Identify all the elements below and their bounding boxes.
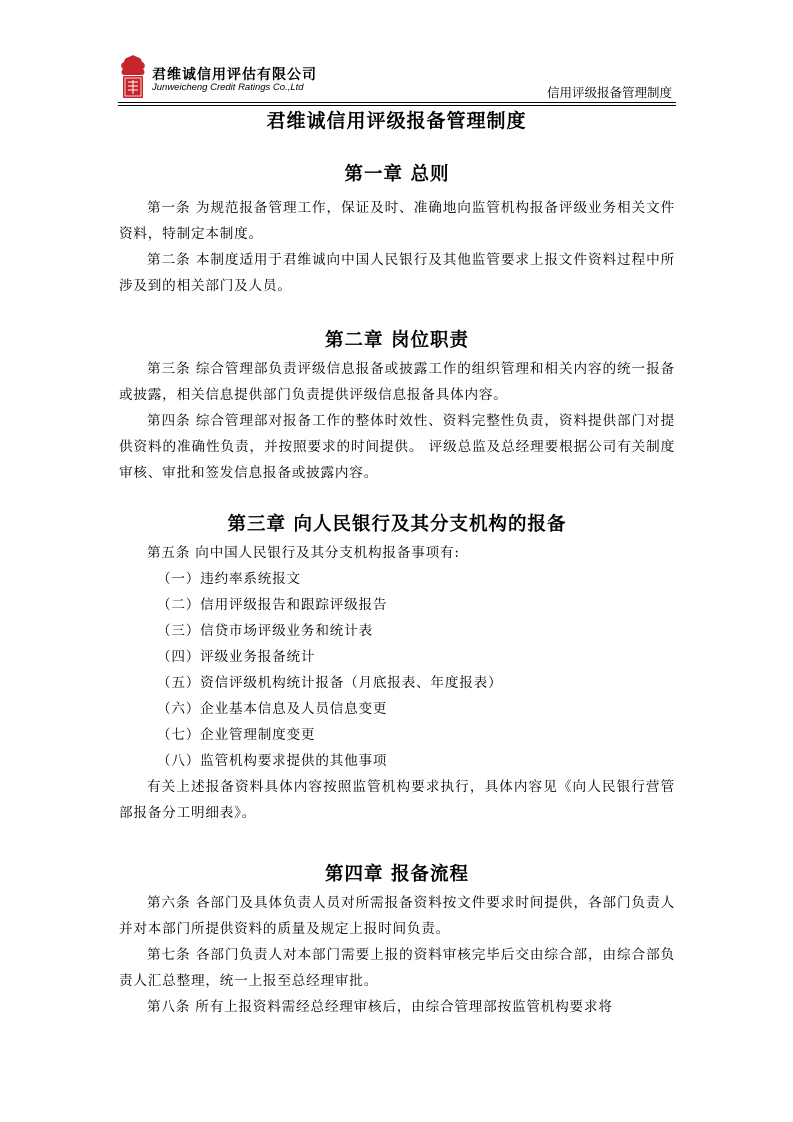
company-name-en: Junweicheng Credit Ratings Co.,Ltd (152, 82, 304, 93)
list-item: （八）监管机构要求提供的其他事项 (157, 753, 388, 769)
article-paragraph: 第三条 综合管理部负责评级信息报备或披露工作的组织管理和相关内容的统一报备或披露，相关信息提供部门负责提供评级信息报备具体内容。 (119, 361, 675, 403)
list-item: （七）企业管理制度变更 (157, 727, 316, 743)
article-paragraph: 第五条 向中国人民银行及其分支机构报备事项有: (147, 545, 460, 561)
article-paragraph: 第二条 本制度适用于君维诚向中国人民银行及其他监管要求上报文件资料过程中所涉及到的相关部门及人员。 (119, 252, 675, 294)
article-paragraph: 有关上述报备资料具体内容按照监管机构要求执行，具体内容见《向人民银行营管部报备分工明细表》。 (119, 779, 675, 821)
page-header (118, 52, 676, 102)
chapter-heading: 第三章 向人民银行及其分支机构的报备 (227, 514, 567, 535)
list-item: （五）资信评级机构统计报备（月底报表、年度报表） (157, 675, 503, 691)
company-name-cn: 君维诚信用评估有限公司 (152, 67, 317, 83)
document-title: 君维诚信用评级报备管理制度 (266, 110, 527, 132)
chapter-heading: 第一章 总则 (344, 164, 450, 185)
article-paragraph: 第四条 综合管理部对报备工作的整体时效性、资料完整性负责，资料提供部门对提供资料的准确性负责，并按照要求的时间提供。 评级总监及总经理要根据公司有关制度审核、审批和签发信息报备或披露内容。 (119, 413, 675, 481)
list-item: （一）违约率系统报文 (157, 571, 301, 587)
company-seal-logo (118, 54, 148, 100)
chapter-heading: 第四章 报备流程 (325, 864, 469, 885)
article-paragraph: 第七条 各部门负责人对本部门需要上报的资料审核完毕后交由综合部，由综合部负责人汇总整理，统一上报至总经理审批。 (119, 947, 675, 989)
chapter-heading: 第二章 岗位职责 (325, 330, 469, 351)
header-doc-title: 信用评级报备管理制度 (546, 85, 672, 100)
article-paragraph: 第一条 为规范报备管理工作，保证及时、准确地向监管机构报备评级业务相关文件资料，特制定本制度。 (119, 200, 675, 242)
article-paragraph: 第八条 所有上报资料需经总经理审核后，由综合管理部按监管机构要求将 (147, 999, 613, 1015)
list-item: （三）信贷市场评级业务和统计表 (157, 623, 373, 639)
list-item: （四）评级业务报备统计 (157, 649, 316, 665)
list-item: （二）信用评级报告和跟踪评级报告 (157, 597, 388, 613)
list-item: （六）企业基本信息及人员信息变更 (157, 701, 388, 717)
article-paragraph: 第六条 各部门及具体负责人员对所需报备资料按文件要求时间提供，各部门负责人并对本部门所提供资料的质量及规定上报时间负责。 (119, 895, 675, 937)
